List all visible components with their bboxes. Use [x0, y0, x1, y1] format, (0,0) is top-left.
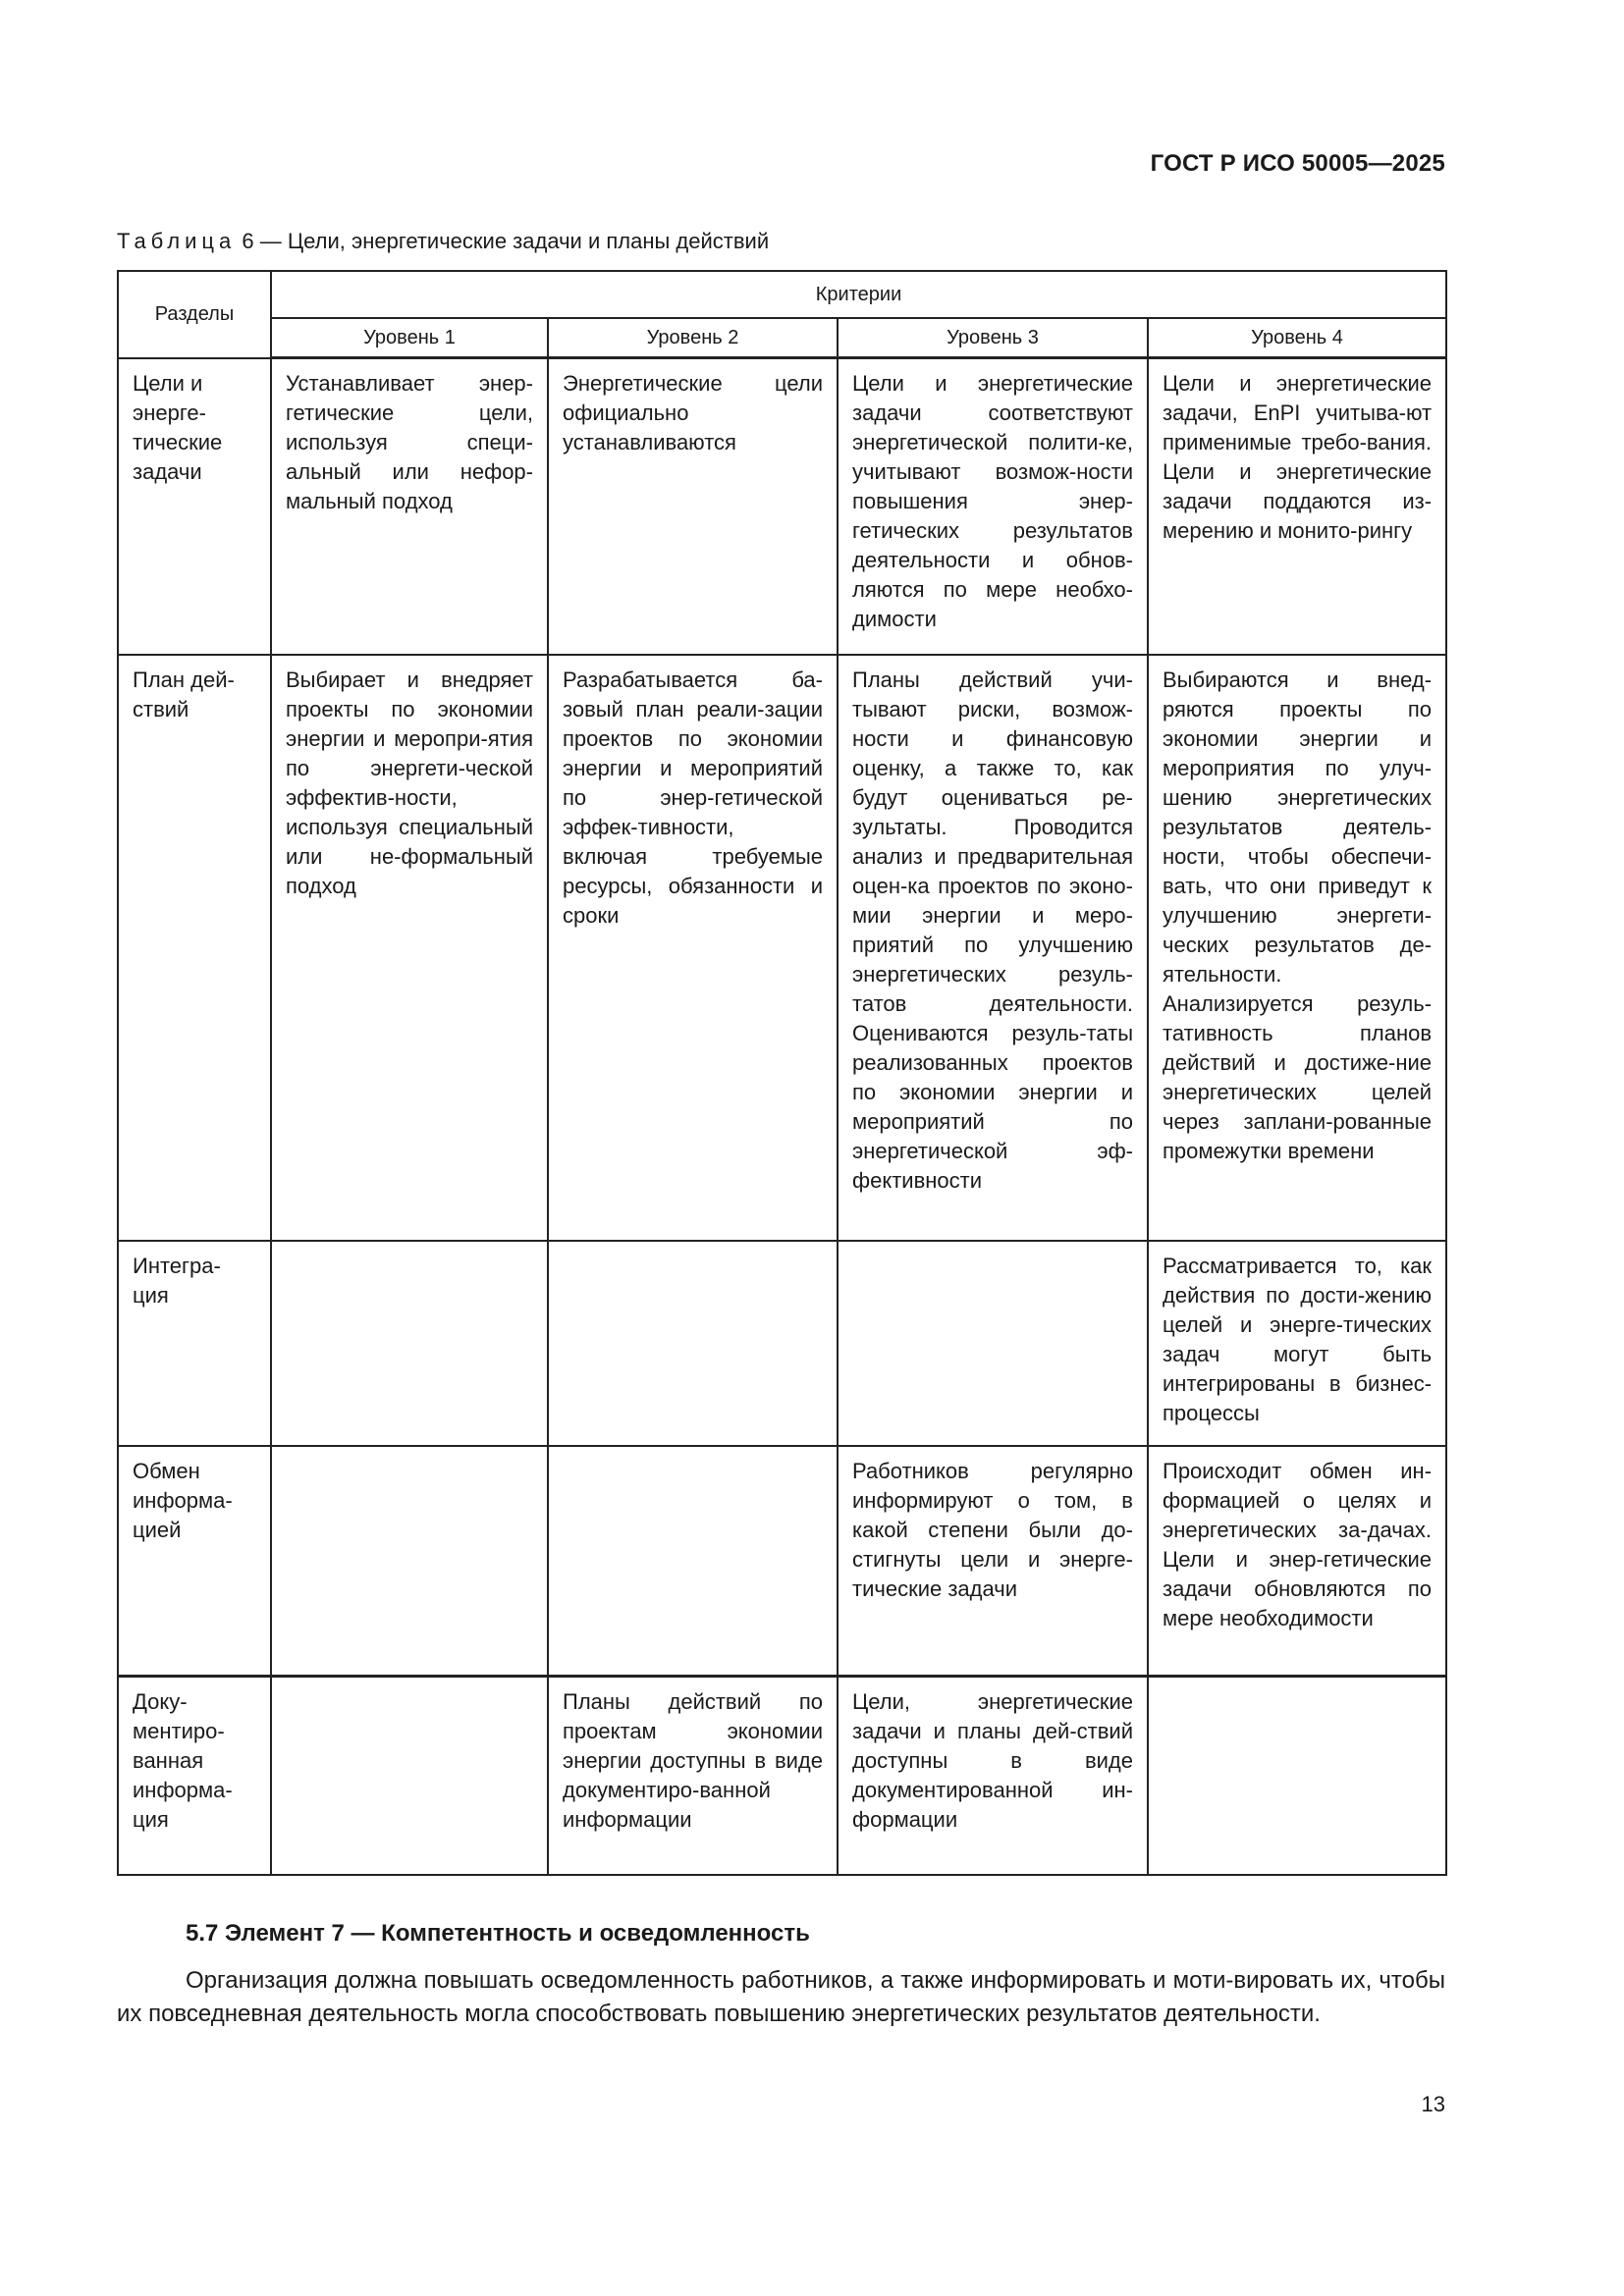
table-cell: Выбирает и внедряет проекты по экономии энергии и меропри-ятия по энергети-ческой эффектив-ности, используя специальный или не-формальный подход — [271, 655, 548, 1241]
table-row — [118, 358, 1446, 655]
header-criteria: Критерии — [271, 271, 1446, 318]
table-row — [118, 1446, 1446, 1677]
row-section: Цели и энерге-тические задачи — [118, 358, 271, 655]
page-number: 13 — [1421, 2092, 1445, 2116]
row-section: Интегра-ция — [118, 1241, 271, 1446]
row-section: Обмен информа-цией — [118, 1446, 271, 1677]
table-row — [118, 655, 1446, 1241]
body-paragraph: Организация должна повышать осведомленность работников, а также информировать и моти-вировать их, чтобы их повседневная деятельность могла способствовать повышению энергетических результатов деятельности. — [117, 1967, 1445, 2027]
header-level-4: Уровень 4 — [1148, 318, 1446, 358]
table-cell — [271, 1446, 548, 1677]
document-code: ГОСТ Р ИСО 50005—2025 — [1150, 150, 1445, 177]
header-level-2: Уровень 2 — [548, 318, 838, 358]
table-caption-text: 6 — Цели, энергетические задачи и планы действий — [236, 229, 770, 253]
table-cell — [548, 1241, 838, 1446]
row-section: Доку-ментиро-ванная информа-ция — [118, 1677, 271, 1875]
table-cell — [838, 1241, 1148, 1446]
table-cell — [1148, 1677, 1446, 1875]
table-caption — [117, 229, 769, 254]
row-section: План дей-ствий — [118, 655, 271, 1241]
header-sections: Разделы — [118, 271, 271, 358]
table-cell: Устанавливает энер-гетические цели, используя специ-альный или нефор-мальный подход — [271, 358, 548, 655]
table-row — [118, 1677, 1446, 1875]
table-cell: Происходит обмен ин-формацией о целях и энергетических за-дачах. Цели и энер-гетические задачи обновляются по мере необходимости — [1148, 1446, 1446, 1677]
header-level-1: Уровень 1 — [271, 318, 548, 358]
table-cell: Работников регулярно информируют о том, в какой степени были до-стигнуты цели и энерге-тические задачи — [838, 1446, 1148, 1677]
table-cell: Выбираются и внед-ряются проекты по экономии энергии и мероприятия по улуч-шению энергетических результатов деятель-ности, чтобы обеспечи-вать, что они приведут к улучшению энергети-ческих результатов де-ятельности. Анализируется резуль-тативность планов действий и достиже-ние энергетических целей через заплани-рованные промежутки времени — [1148, 655, 1446, 1241]
table-cell — [548, 1446, 838, 1677]
table-cell: Цели и энергетические задачи соответствуют энергетической полити-ке, учитывают возмож-ности повышения энер-гетических результатов деятельности и обнов-ляются по мере необхо-димости — [838, 358, 1148, 655]
section-heading: 5.7 Элемент 7 — Компетентность и осведомленность — [186, 1920, 810, 1947]
header-level-3: Уровень 3 — [838, 318, 1148, 358]
table-cell — [271, 1677, 548, 1875]
table-caption-label: Таблица — [117, 229, 237, 253]
table-cell: Цели и энергетические задачи, EnPI учитыва-ют применимые требо-вания. Цели и энергетические задачи поддаются из-мерению и монито-рингу — [1148, 358, 1446, 655]
criteria-table — [117, 270, 1447, 1876]
table-cell: Энергетические цели официально устанавливаются — [548, 358, 838, 655]
table-cell — [271, 1241, 548, 1446]
table-cell: Планы действий по проектам экономии энергии доступны в виде документиро-ванной информации — [548, 1677, 838, 1875]
table-row — [118, 1241, 1446, 1446]
table-cell: Рассматривается то, как действия по дости-жению целей и энерге-тических задач могут быть интегрированы в бизнес-процессы — [1148, 1241, 1446, 1446]
table-cell: Цели, энергетические задачи и планы дей-ствий доступны в виде документированной ин-формации — [838, 1677, 1148, 1875]
table-cell: Разрабатывается ба-зовый план реали-зации проектов по экономии энергии и мероприятий по энер-гетической эффек-тивности, включая требуемые ресурсы, обязанности и сроки — [548, 655, 838, 1241]
table-cell: Планы действий учи-тывают риски, возмож-ности и финансовую оценку, а также то, как будут оцениваться ре-зультаты. Проводится анализ и предварительная оцен-ка проектов по эконо-мии энергии и меро-приятий по улучшению энергетических резуль-татов деятельности. Оцениваются резуль-таты реализованных проектов по экономии энергии и мероприятий по энергетической эф-фективности — [838, 655, 1148, 1241]
